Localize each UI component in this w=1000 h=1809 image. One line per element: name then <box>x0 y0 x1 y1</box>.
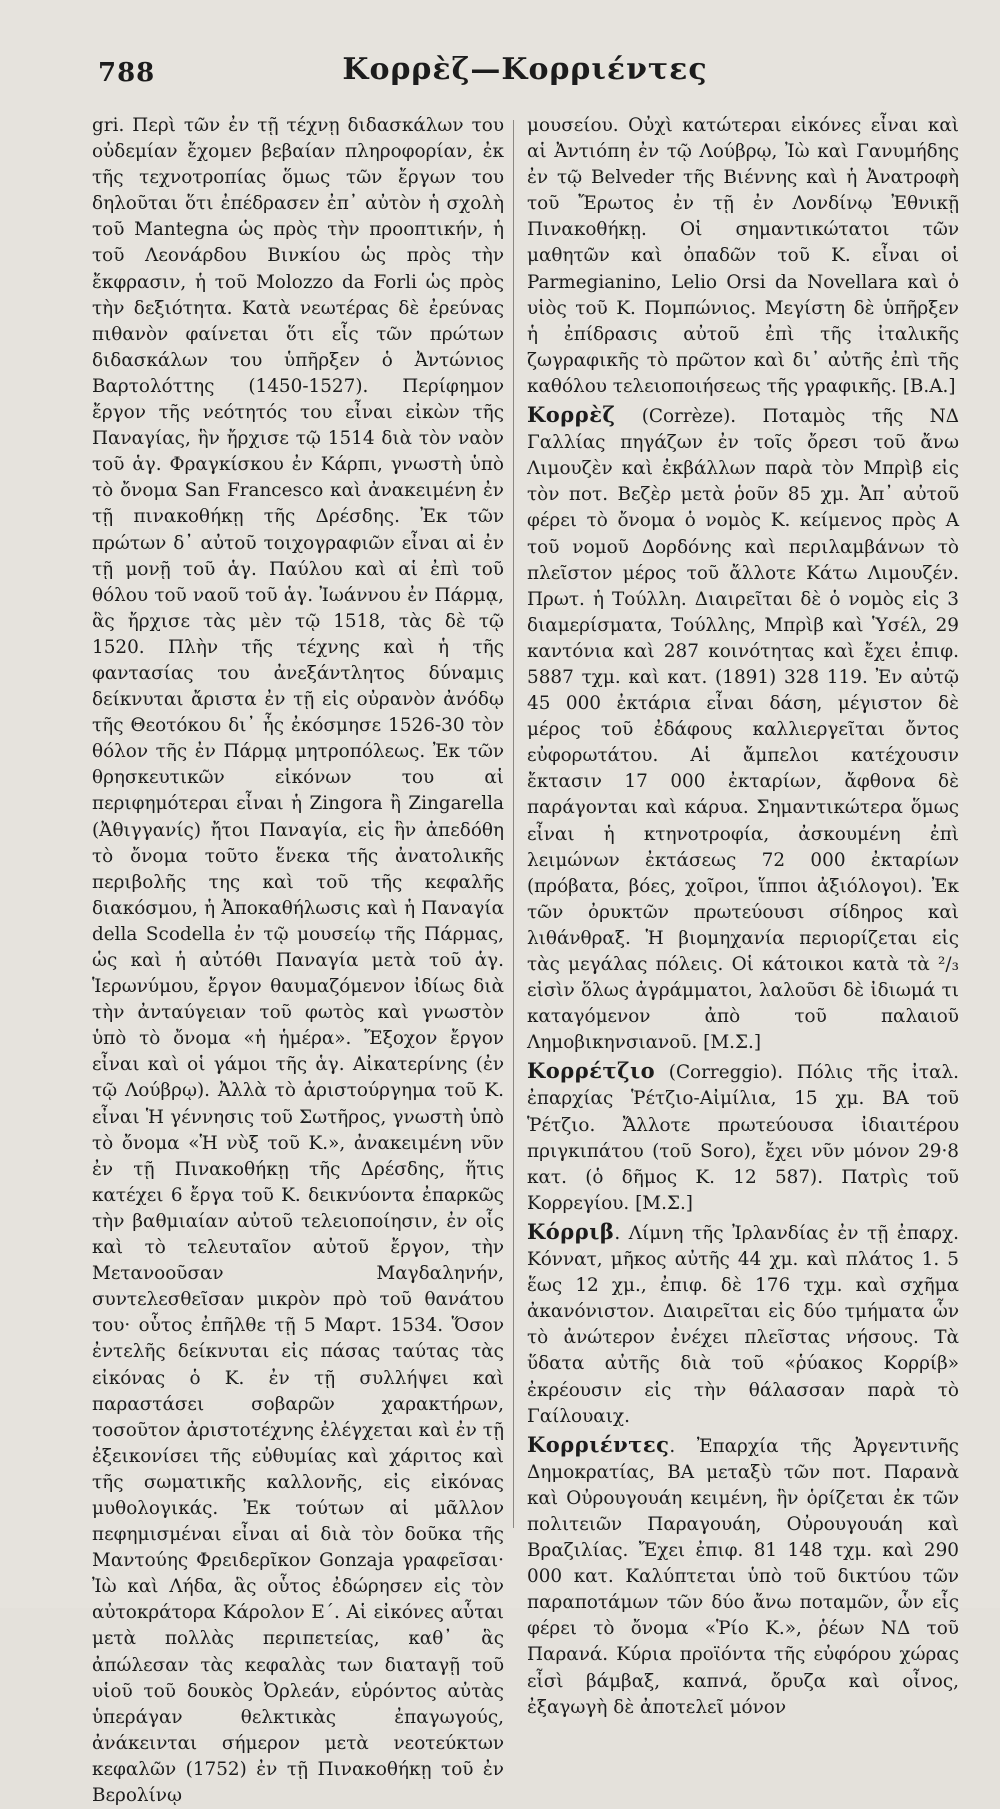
entry-correze <box>527 402 959 1056</box>
column-divider <box>513 120 514 1528</box>
entry-headword: Κορρὲζ <box>527 402 616 428</box>
entry-headword: Κόρριβ <box>527 1218 615 1244</box>
entry-headword: Κορρέτζιο <box>527 1058 656 1084</box>
entry-corrib <box>527 1219 959 1430</box>
entry-text: . Ἐπαρχία τῆς Ἀργεντινῆς Δημοκρατίας, ΒΑ μεταξὺ τῶν ποτ. Παρανὰ καὶ Οὐρουγουάη κειμένη, ἣν ὁρίζεται ἐκ τῶν πολιτειῶν Παραγουάη, Οὐρουγουάη καὶ Βραζιλίας. Ἔχει ἐπιφ. 81 148 τχμ. καὶ 290 000 κατ. Καλύπτεται ὑπὸ τοῦ δικτύου τῶν παραποτάμων τῶν δύο ἄνω ποταμῶν, ὧν εἷς φέρει τὸ ὄνομα «Ῥίο Κ.», ῥέων ΝΔ τοῦ Παρανά. Κύρια προϊόντα τῆς εὐφόρου χώρας εἶσὶ βάμβαξ, καπνά, ὄρυζα καὶ οἶνος, ἐξαγωγὴ δὲ ἀποτελεῖ μόνον <box>527 1435 959 1718</box>
running-head: Κορρὲζ—Κορριέντες <box>342 52 708 87</box>
body-text: gri. Περὶ τῶν ἐν τῇ τέχνῃ διδασκάλων του οὐδεμίαν ἔχομεν βεβαίαν πληροφορίαν, ἐκ τῆς τεχνοτροπίας ὅμως τῶν ἔργων του δηλοῦται ὅτι ἐπέδρασεν ἐπ᾽ αὐτὸν ἡ σχολὴ τοῦ Mantegna ὡς πρὸς τὴν προοπτικήν, ἡ τοῦ Λεονάρδου Βινκίου ὡς πρὸς τὴν ἔκφρασιν, ἡ τοῦ Molozzo da Forli ὡς πρὸς τὴν δεξιότητα. Κατὰ νεωτέρας δὲ ἐρεύνας πιθανὸν φαίνεται ὅτι εἷς τῶν πρώτων διδασκάλων του ὑπῆρξεν ὁ Ἀντώνιος Βαρτολόττης (1450-1527). Περίφημον ἔργον τῆς νεότητός του εἶναι εἰκὼν τῆς Παναγίας, ἣν ἤρχισε τῷ 1514 διὰ τὸν ναὸν τοῦ ἁγ. Φραγκίσκου ἐν Κάρπι, γνωστὴ ὑπὸ τὸ ὄνομα San Francesco καὶ ἀνακειμένη ἐν τῇ πινακοθήκῃ τῆς Δρέσδης. Ἐκ τῶν πρώτων δ᾽ αὐτοῦ τοιχογραφιῶν εἶναι αἱ ἐν τῇ μονῇ τοῦ ἁγ. Παύλου καὶ αἱ ἐπὶ τοῦ θόλου τοῦ ναοῦ τοῦ ἁγ. Ἰωάννου ἐν Πάρμᾳ, ἃς ἤρχισε τὰς μὲν τῷ 1518, τὰς δὲ τῷ 1520. Πλὴν τῆς τέχνης καὶ ἡ τῆς φαντασίας του ἀνεξάντλητος δύναμις δείκνυται ἄριστα ἐν τῇ εἰς οὐρανὸν ἀνόδῳ τῆς Θεοτόκου δι᾽ ἧς ἐκόσμησε 1526-30 τὸν θόλον τῆς ἐν Πάρμᾳ μητροπόλεως. Ἐκ τῶν θρησκευτικῶν εἰκόνων του αἱ περιφημότεραι εἶναι ἡ Zingora ἢ Zingarella (Ἀθιγγανίς) ἤτοι Παναγία, εἰς ἣν ἀπεδόθη τὸ ὄνομα τοῦτο ἕνεκα τῆς ἀνατολικῆς περιβολῆς της καὶ τοῦ τῆς κεφαλῆς διακόσμου, ἡ Ἀποκαθήλωσις καὶ ἡ Παναγία della Scodella ἐν τῷ μουσείῳ τῆς Πάρμας, ὡς καὶ ἡ αὐτόθι Παναγία μετὰ τοῦ ἁγ. Ἱερωνύμου, ἔργον θαυμαζόμενον ἰδίως διὰ τὴν ἀνταύγειαν τοῦ φωτὸς καὶ γνωστὸν ὑπὸ τὸ ὄνομα «ἡ ἡμέρα». Ἔξοχον ἔργον εἶναι καὶ οἱ γάμοι τῆς ἁγ. Αἰκατερίνης (ἐν τῷ Λούβρῳ). Ἀλλὰ τὸ ἀριστούργημα τοῦ Κ. εἶναι Ἡ γέννησις τοῦ Σωτῆρος, γνωστὴ ὑπὸ τὸ ὄνομα «Ἡ νὺξ τοῦ Κ.», ἀνακειμένη νῦν ἐν τῇ Πινακοθήκῃ τῆς Δρέσδης, ἥτις κατέχει 6 ἔργα τοῦ Κ. δεικνύοντα ἐπαρκῶς τὴν βαθμιαίαν αὐτοῦ τελειοποίησιν, ἐν οἷς καὶ τὸ τελευταῖον αὐτοῦ ἔργον, τὴν Μετανοοῦσαν Μαγδαληνήν, συντελεσθεῖσαν μικρὸν πρὸ τοῦ θανάτου του· οὗτος ἐπῆλθε τῇ 5 Μαρτ. 1534. Ὅσον ἐντελῆς δείκνυται εἰς πάσας ταύτας τὰς εἰκόνας ὁ Κ. ἐν τῇ συλλήψει καὶ παραστάσει σοβαρῶν χαρακτήρων, τοσοῦτον ἀριστοτέχνης ἐλέγχεται καὶ ἐν τῇ ἐξεικονίσει τῆς εὐθυμίας καὶ χάριτος καὶ τῆς σωματικῆς καλλονῆς, εἰς εἰκόνας μυθολογικάς. Ἐκ τούτων αἱ μᾶλλον πεφημισμέναι εἶναι αἱ διὰ τὸν δοῦκα τῆς Μαντούης Φρειδερῖκον Gonzaja γραφεῖσαι· Ἰὼ καὶ Λήδα, ἃς οὗτος ἐδώρησεν εἰς τὸν αὐτοκράτορα Κάρολον Ε΄. Αἱ εἰκόνες αὗται μετὰ πολλὰς περιπετείας, καθ᾽ ἃς ἀπώλεσαν τὰς κεφαλὰς των διαταγῇ τοῦ υἱοῦ τοῦ δουκὸς Ὀρλεάν, εὑρόντος αὐτὰς ὑπεράγαν θελκτικὰς ἐπαγωγούς, ἀνάκεινται σήμερον μετὰ νεοτεύκτων κεφαλῶν (1752) ἐν τῇ Πινακοθήκῃ τοῦ ἐν Βερολίνῳ <box>92 115 504 1806</box>
entry-headword: Κορριέντες <box>527 1431 670 1457</box>
entry-corrientes <box>527 1432 959 1721</box>
entry-text: . Λίμνη τῆς Ἰρλανδίας ἐν τῇ ἐπαρχ. Κόννατ, μῆκος αὐτῆς 44 χμ. καὶ πλάτος 1. 5 ἕως 12 χμ., ἐπιφ. δὲ 176 τχμ. καὶ σχῆμα ἀκανόνιστον. Διαιρεῖται εἰς δύο τμήματα ὧν τὸ ἀνώτερον ἐνέχει πλεῖστας νήσους. Τὰ ὕδατα αὐτῆς διὰ τοῦ «ῥύακος Κορρίβ» ἐκρέουσιν εἰς τὴν θάλασσαν παρὰ τὸ Γαίλουαιχ. <box>527 1222 959 1427</box>
continued-text: μουσείου. Οὐχὶ κατώτεραι εἰκόνες εἶναι καὶ αἱ Ἀντιόπη ἐν τῷ Λούβρῳ, Ἰὼ καὶ Γανυμήδης ἐν τῷ Belveder τῆς Βιέννης καὶ ἡ Ἀνατροφὴ τοῦ Ἔρωτος ἐν τῇ ἐν Λονδίνῳ Ἐθνικῇ Πινακοθήκῃ. Οἱ σημαντικώτατοι τῶν μαθητῶν καὶ ὀπαδῶν τοῦ Κ. εἶναι οἱ Parmegianino, Lelio Orsi da Novellara καὶ ὁ υἱὸς τοῦ Κ. Πομπώνιος. Μεγίστη δὲ ὑπῆρξεν ἡ ἐπίδρασις αὐτοῦ ἐπὶ τῆς ἰταλικῆς ζωγραφικῆς τὸ πρῶτον καὶ δι᾽ αὐτῆς ἐπὶ τῆς καθόλου τελειοποιήσεως τῆς γραφικῆς. [Β.Α.] <box>527 115 959 397</box>
entry-text: (Correggio). Πόλις τῆς ἰταλ. ἐπαρχίας Ῥέτζιο-Αἰμίλια, 15 χμ. ΒΑ τοῦ Ῥέτζιο. Ἄλλοτε πρωτεύουσα ἰδιαιτέρου πριγκιπάτου (τοῦ Soro), ἔχει νῦν μόνον 29·8 κατ. (ὁ δῆμος Κ. 12 587). Πατρὶς τοῦ Κορρεγίου. [Μ.Σ.] <box>527 1062 959 1214</box>
entry-text: (Corrèze). Ποταμὸς τῆς ΝΔ Γαλλίας πηγάζων ἐν τοῖς ὄρεσι τοῦ ἄνω Λιμουζὲν καὶ ἐκβάλλων παρὰ τὸν Μπρὶβ εἰς τὸν ποτ. Βεζὲρ μετὰ ῥοῦν 85 χμ. Ἀπ᾽ αὐτοῦ φέρει τὸ ὄνομα ὁ νομὸς Κ. κείμενος πρὸς Α τοῦ νομοῦ Δορδόνης καὶ περιλαμβάνων τὸ πλεῖστον μέρος τοῦ ἄλλοτε Κάτω Λιμουζέν. Πρωτ. ἡ Τούλλη. Διαιρεῖται δὲ ὁ νομὸς εἰς 3 διαμερίσματα, Τούλλης, Μπρὶβ καὶ Ὑσέλ, 29 καντόνια καὶ 287 κοινότητας καὶ ἔχει ἐπιφ. 5887 τχμ. καὶ κατ. (1891) 328 119. Ἐν αὐτῷ 45 000 ἐκτάρια εἶναι δάση, μέγιστον δὲ μέρος τοῦ ἐδάφους καλλιεργεῖται ὄντος εὐφορωτάτου. Αἱ ἄμπελοι κατέχουσιν ἔκτασιν 17 000 ἐκταρίων, ἄφθονα δὲ παράγονται καὶ κάρυα. Σημαντικώτερα ὅμως εἶναι ἡ κτηνοτροφία, ἀσκουμένη ἐπὶ λειμώνων ἐκτάσεως 72 000 ἐκταρίων (πρόβατα, βόες, χοῖροι, ἵπποι ἀξιόλογοι). Ἐκ τῶν ὀρυκτῶν πρωτεύουσι σίδηρος καὶ λιθάνθραξ. Ἡ βιομηχανία περιορίζεται εἰς τὰς μεγάλας πόλεις. Οἱ κάτοικοι κατὰ τὰ ²/₃ εἰσὶν ὅλως ἀγράμματοι, λαλοῦσι δὲ ἰδιωμά τι καταγόμενον ἀπὸ τοῦ παλαιοῦ Λημοβικηνσιανοῦ. [Μ.Σ.] <box>527 406 959 1054</box>
entry-correggio <box>527 1058 959 1217</box>
page-number: 788 <box>98 58 156 88</box>
right-column <box>527 113 959 1718</box>
page-header <box>90 52 960 102</box>
left-column <box>92 113 504 1806</box>
